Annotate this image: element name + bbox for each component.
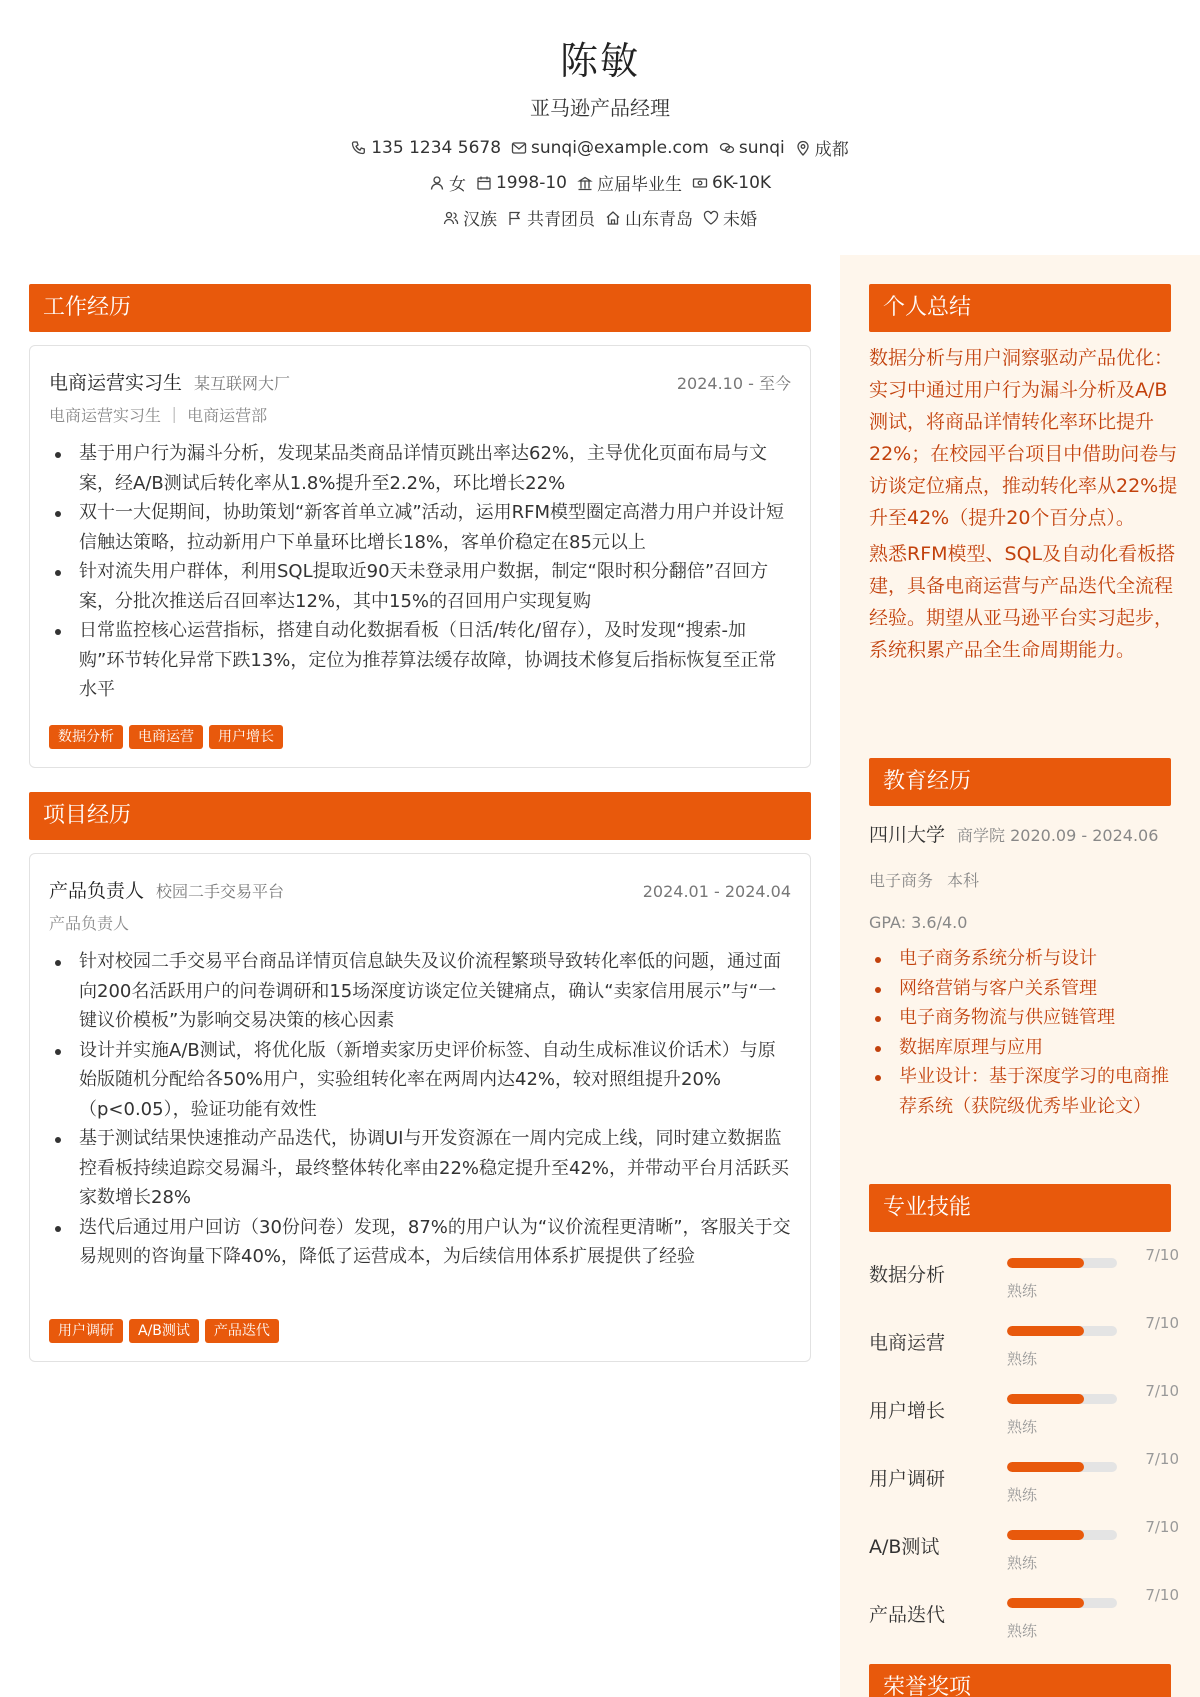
skill-bar-fill	[1007, 1258, 1084, 1268]
salary-text: 6K-10K	[711, 172, 772, 193]
phone-icon	[351, 140, 367, 156]
contact-location	[795, 135, 849, 160]
skill-bar	[1007, 1258, 1117, 1268]
list-item: 电子商务系统分析与设计	[869, 944, 1179, 974]
wechat-text: sunqi	[738, 137, 785, 158]
contact-phone	[351, 135, 501, 160]
tag: 数据分析	[49, 725, 123, 749]
school-name: 四川大学	[869, 824, 946, 846]
skill-bar-fill	[1007, 1598, 1084, 1608]
skill-score: 7/10	[1145, 1314, 1179, 1332]
education-major-row	[869, 868, 979, 891]
extra-row	[0, 205, 1200, 230]
project-card-head	[49, 876, 791, 906]
status-text: 应届毕业生	[596, 175, 682, 195]
tag: 电商运营	[129, 725, 203, 749]
skill-bar	[1007, 1326, 1117, 1336]
personal-salary	[692, 170, 771, 195]
list-item: 基于用户行为漏斗分析，发现某品类商品详情页跳出率达62%，主导优化页面布局与文案，经A/B测试后转化率从1.8%提升至2.2%，环比增长22%	[49, 439, 791, 498]
major-text: 电子商务	[869, 871, 934, 890]
skill-level: 熟练	[1007, 1622, 1038, 1640]
work-section-heading: 工作经历	[29, 284, 811, 332]
skill-score: 7/10	[1145, 1382, 1179, 1400]
list-item: 设计并实施A/B测试，将优化版（新增卖家历史评价标签、自动生成标准议价话术）与原始版随机分配给各50%用户，实验组转化率在两周内达42%，较对照组提升20%（p<0.05），验证功能有效性	[49, 1036, 791, 1125]
skill-level: 熟练	[1007, 1418, 1038, 1436]
list-item: 数据库原理与应用	[869, 1033, 1179, 1063]
work-bullets	[49, 439, 791, 705]
skill-bar	[1007, 1530, 1117, 1540]
people-icon	[443, 210, 459, 226]
project-date: 2024.01 - 2024.04	[642, 882, 791, 901]
skill-name: 数据分析	[869, 1264, 946, 1286]
school-college	[957, 823, 1158, 846]
flag-icon	[507, 210, 523, 226]
work-tags	[49, 725, 283, 749]
list-item: 电子商务物流与供应链管理	[869, 1003, 1179, 1033]
calendar-icon	[476, 175, 492, 191]
education-school-row	[869, 820, 1158, 847]
resume-header	[0, 0, 1200, 255]
list-item: 双十一大促期间，协助策划“新客首单立减”活动，运用RFM模型圈定高潜力用户并设计短信触达策略，拉动新用户下单量环比增长18%，客单价稳定在85元以上	[49, 498, 791, 557]
skill-bar	[1007, 1598, 1117, 1608]
contact-email	[511, 135, 709, 160]
skill-score: 7/10	[1145, 1518, 1179, 1536]
heart-icon	[703, 210, 719, 226]
skill-name: 用户增长	[869, 1400, 946, 1422]
phone-text: 135 1234 5678	[371, 137, 502, 158]
degree-text: 本科	[947, 871, 980, 890]
candidate-name: 陈敏	[559, 39, 640, 83]
building-icon	[577, 175, 593, 191]
skill-bar-fill	[1007, 1462, 1084, 1472]
education-section-heading: 教育经历	[869, 758, 1171, 806]
skill-row	[869, 1382, 1179, 1442]
work-org: 某互联网大厂	[194, 374, 291, 393]
summary-text	[869, 342, 1179, 670]
birth-text: 1998-10	[495, 172, 567, 193]
college-text: 商学院	[957, 826, 1006, 845]
job-title: 亚马逊产品经理	[530, 96, 670, 120]
period-text: 2020.09 - 2024.06	[1010, 826, 1159, 845]
home-icon	[605, 210, 621, 226]
skill-level: 熟练	[1007, 1554, 1038, 1572]
skill-level: 熟练	[1007, 1486, 1038, 1504]
gender-text: 女	[448, 175, 466, 195]
contact-row	[0, 135, 1200, 160]
list-item: 迭代后通过用户回访（30份问卷）发现，87%的用户认为“议价流程更清晰”，客服关于交易规则的咨询量下降40%，降低了运营成本，为后续信用体系扩展提供了经验	[49, 1213, 791, 1272]
personal-gender	[429, 170, 466, 195]
tag: 用户增长	[209, 725, 283, 749]
ethnicity-text: 汉族	[463, 210, 497, 230]
skill-bar	[1007, 1394, 1117, 1404]
work-subtitle: 电商运营实习生 ｜ 电商运营部	[49, 406, 268, 425]
skill-bar-fill	[1007, 1394, 1084, 1404]
project-subtitle: 产品负责人	[49, 914, 130, 933]
hometown-text: 山东青岛	[625, 210, 693, 230]
work-card-head	[49, 368, 791, 398]
list-item: 基于测试结果快速推动产品迭代，协调UI与开发资源在一周内完成上线，同时建立数据监控看板持续追踪交易漏斗，最终整体转化率由22%稳定提升至42%，并带动平台月活跃买家数增长28%	[49, 1124, 791, 1213]
email-text: sunqi@example.com	[531, 137, 709, 158]
skill-bar	[1007, 1462, 1117, 1472]
skill-score: 7/10	[1145, 1450, 1179, 1468]
list-item: 网络营销与客户关系管理	[869, 974, 1179, 1004]
work-role: 电商运营实习生	[49, 372, 183, 394]
summary-paragraph: 熟悉RFM模型、SQL及自动化看板搭建，具备电商运营与产品迭代全流程经验。期望从亚马逊平台实习起步，系统积累产品全生命周期能力。	[869, 543, 1176, 661]
extra-political	[507, 205, 595, 230]
skill-name: 产品迭代	[869, 1604, 946, 1626]
marital-text: 未婚	[723, 210, 757, 230]
wechat-icon	[719, 140, 735, 156]
skill-name: 用户调研	[869, 1468, 946, 1490]
project-org: 校园二手交易平台	[156, 882, 285, 901]
education-courses	[869, 944, 1179, 1121]
skill-row	[869, 1586, 1179, 1646]
salary-icon	[692, 175, 708, 191]
skill-bar-fill	[1007, 1530, 1084, 1540]
email-icon	[511, 140, 527, 156]
skill-name: A/B测试	[869, 1536, 940, 1558]
personal-birth	[476, 170, 567, 195]
personal-status	[577, 170, 682, 195]
list-item: 日常监控核心运营指标，搭建自动化数据看板（日活/转化/留存），及时发现“搜索-加购”环节转化异常下跌13%，定位为推荐算法缓存故障，协调技术修复后指标恢复至正常水平	[49, 616, 791, 705]
tag: A/B测试	[129, 1319, 199, 1343]
tag: 产品迭代	[205, 1319, 279, 1343]
contact-wechat	[719, 135, 785, 160]
list-item: 毕业设计：基于深度学习的电商推荐系统（获院级优秀毕业论文）	[869, 1062, 1179, 1121]
extra-marital	[703, 205, 757, 230]
summary-section-heading: 个人总结	[869, 284, 1171, 332]
personal-row	[0, 170, 1200, 195]
skill-name: 电商运营	[869, 1332, 946, 1354]
extra-hometown	[605, 205, 693, 230]
skill-row	[869, 1246, 1179, 1306]
tag: 用户调研	[49, 1319, 123, 1343]
skill-bar-fill	[1007, 1326, 1084, 1336]
location-text: 成都	[814, 140, 849, 160]
education-gpa: GPA: 3.6/4.0	[869, 913, 968, 932]
skill-score: 7/10	[1145, 1586, 1179, 1604]
skill-level: 熟练	[1007, 1282, 1038, 1300]
skills-section-heading: 专业技能	[869, 1184, 1171, 1232]
project-role: 产品负责人	[49, 880, 145, 902]
skill-score: 7/10	[1145, 1246, 1179, 1264]
political-text: 共青团员	[527, 210, 595, 230]
skill-row	[869, 1518, 1179, 1578]
project-bullets	[49, 947, 791, 1272]
list-item: 针对校园二手交易平台商品详情页信息缺失及议价流程繁琐导致转化率低的问题，通过面向200名活跃用户的问卷调研和15场深度访谈定位关键痛点，确认“卖家信用展示”与“一键议价模板”为影响交易决策的核心因素	[49, 947, 791, 1036]
project-tags	[49, 1319, 279, 1343]
work-date: 2024.10 - 至今	[676, 374, 791, 393]
skill-row	[869, 1450, 1179, 1510]
user-icon	[429, 175, 445, 191]
project-card	[29, 853, 811, 1362]
skill-row	[869, 1314, 1179, 1374]
skill-level: 熟练	[1007, 1350, 1038, 1368]
location-icon	[795, 140, 811, 156]
project-section-heading: 项目经历	[29, 792, 811, 840]
extra-ethnicity	[443, 205, 497, 230]
honors-section-heading: 荣誉奖项	[869, 1664, 1171, 1697]
summary-paragraph: 数据分析与用户洞察驱动产品优化：实习中通过用户行为漏斗分析及A/B测试，将商品详情转化率环比提升22%；在校园平台项目中借助问卷与访谈定位痛点，推动转化率从22%提升至42%（提升20个百分点）。	[869, 347, 1178, 529]
work-card	[29, 345, 811, 768]
list-item: 针对流失用户群体，利用SQL提取近90天未登录用户数据，制定“限时积分翻倍”召回方案，分批次推送后召回率达12%，其中15%的召回用户实现复购	[49, 557, 791, 616]
